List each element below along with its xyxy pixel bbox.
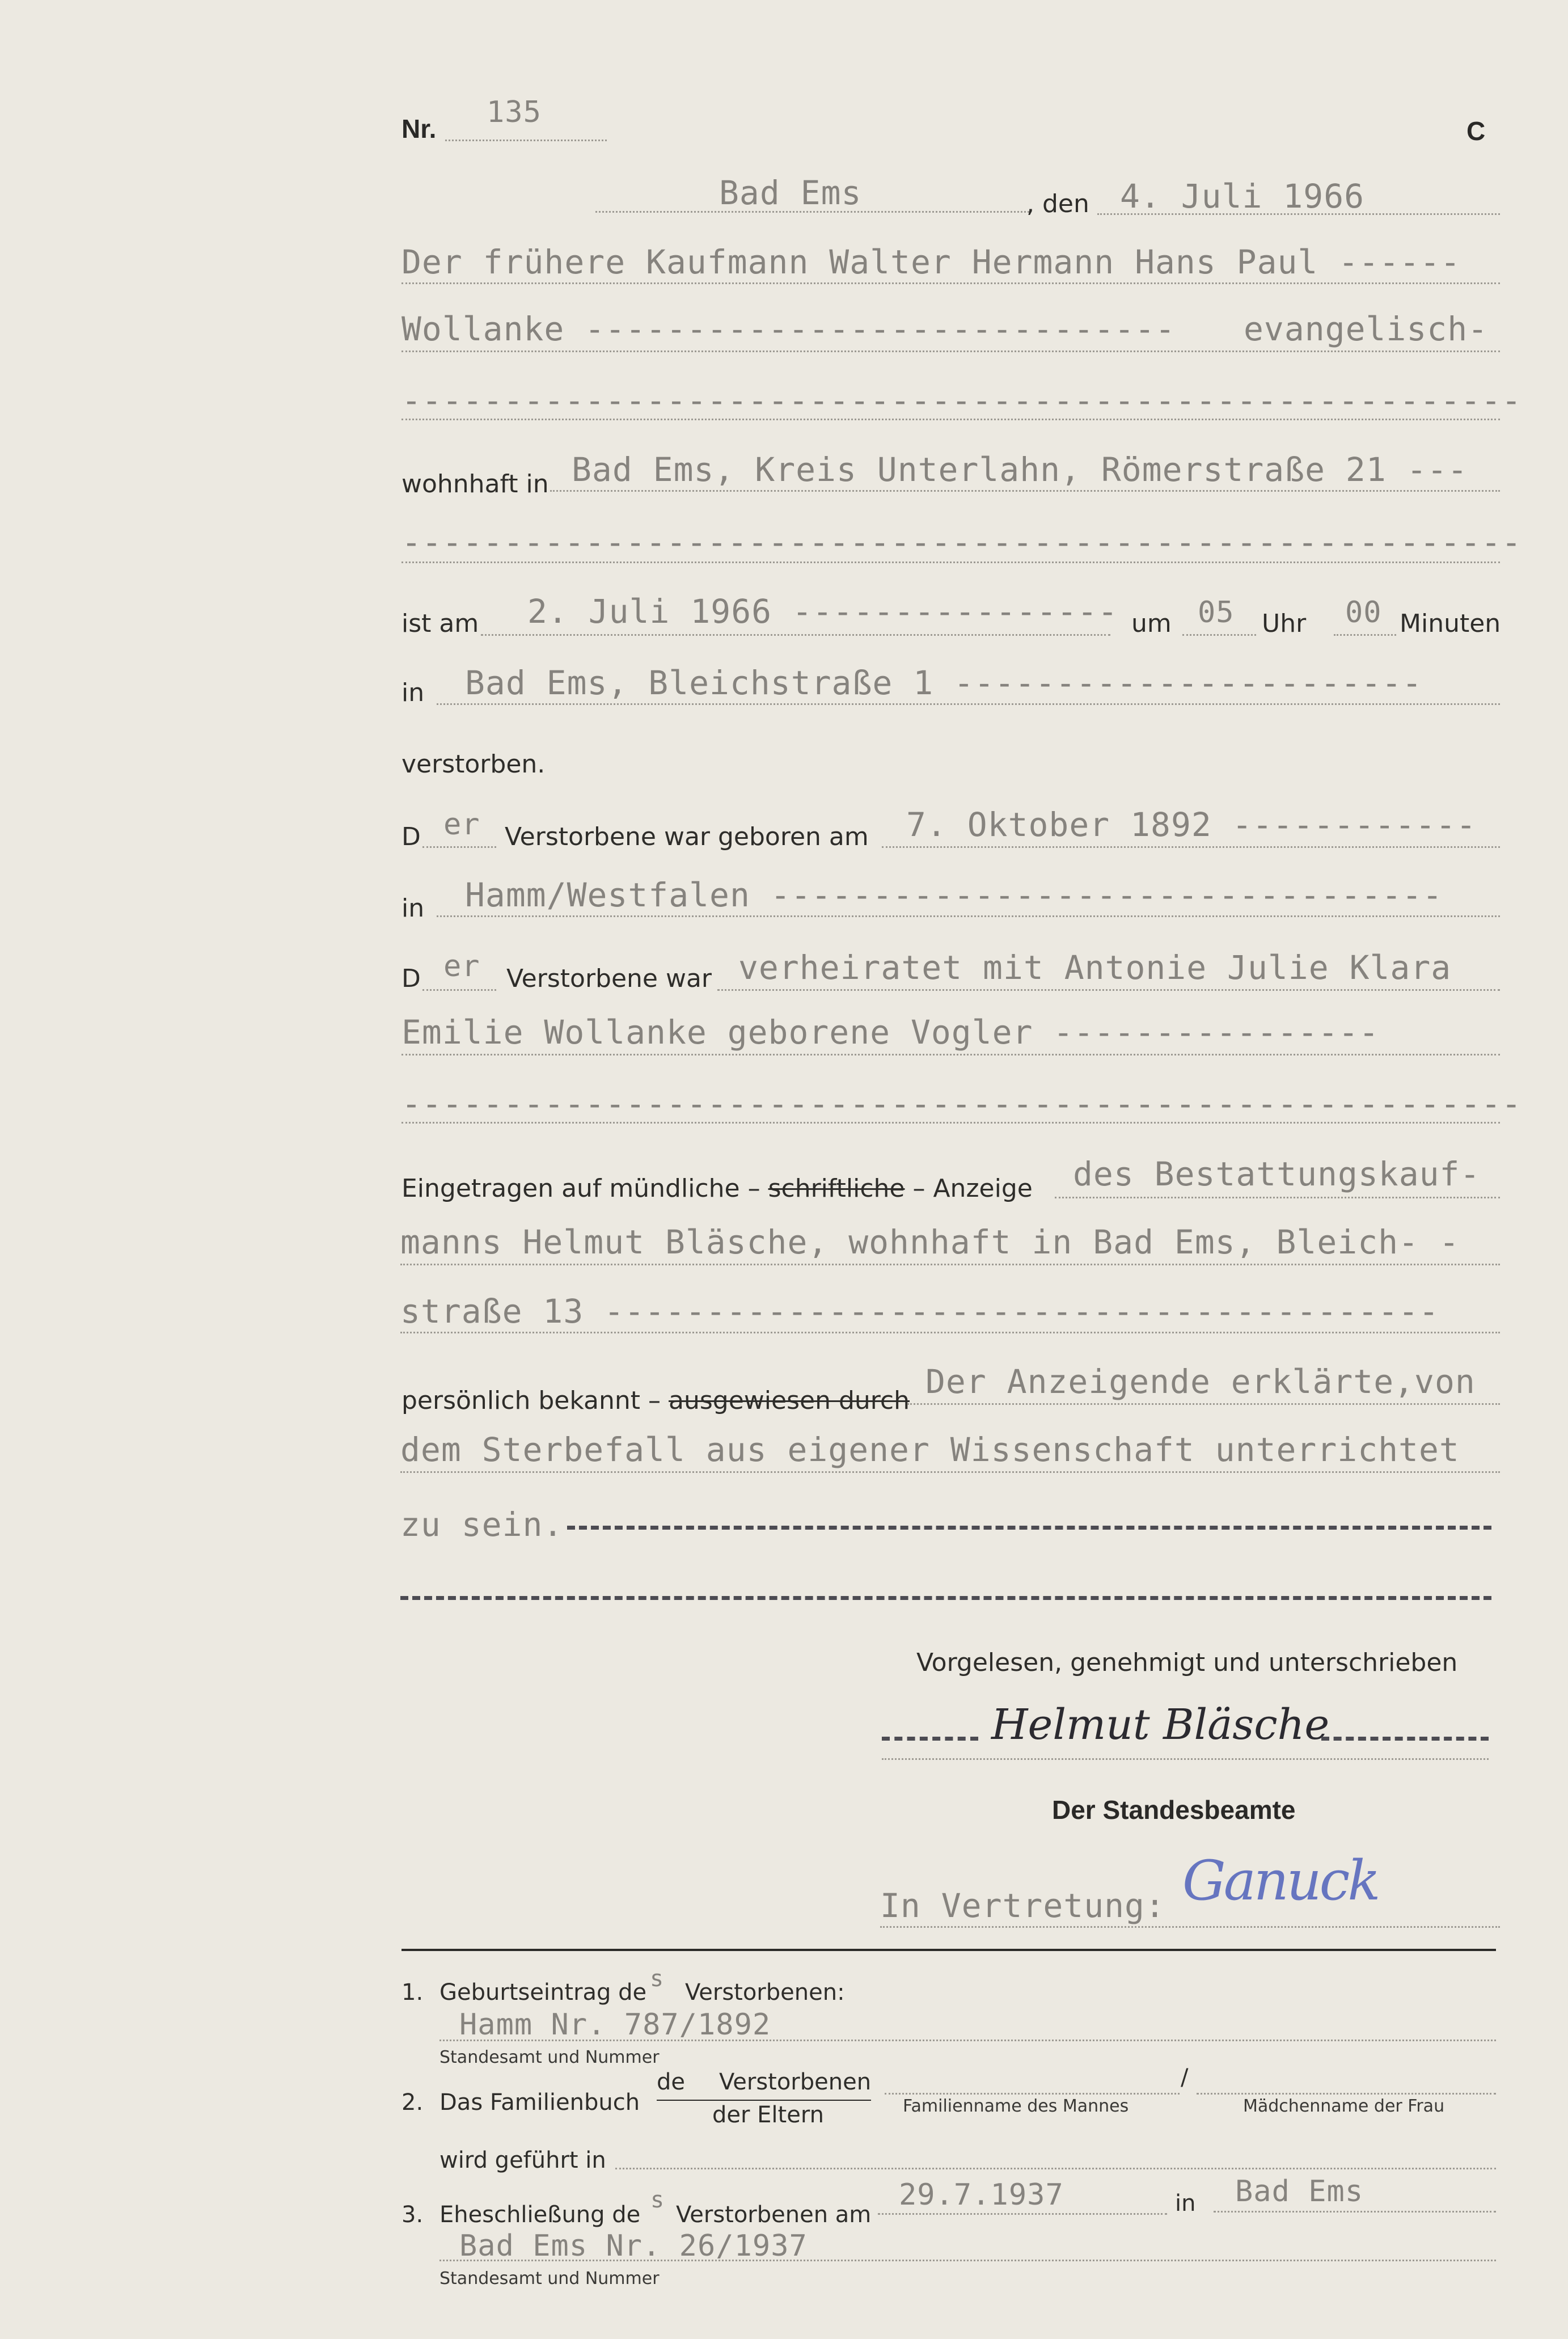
deceased-name: Wollanke ----------------------------- — [401, 310, 1176, 348]
signature-dots — [882, 1758, 1489, 1760]
death-place-dots — [437, 703, 1500, 705]
birth-date-dots — [882, 846, 1500, 848]
footnote-3-label-2: Verstorbenen am — [676, 2202, 872, 2228]
footnote-1-dots — [439, 2040, 1496, 2041]
birth-place-dots — [437, 915, 1500, 917]
marital-article-dots — [422, 989, 496, 991]
nr-label: Nr. — [401, 114, 437, 143]
footnote-1-value: Hamm Nr. 787/1892 — [459, 2008, 771, 2042]
death-hour: 05 — [1198, 596, 1235, 630]
marital-line-1: verheiratet mit Antonie Julie Klara — [738, 948, 1452, 987]
footnote-1-suffix: s — [650, 1966, 665, 1992]
footnote-2-slash: / — [1181, 2064, 1189, 2091]
identity-line-2: dem Sterbefall aus eigener Wissenschaft unterrichtet — [400, 1430, 1460, 1469]
birth-article-dots — [422, 846, 496, 848]
footnote-3-num: 3. — [401, 2202, 424, 2228]
nr-value: 135 — [487, 95, 542, 129]
death-minute: 00 — [1345, 596, 1382, 630]
death-date-label: ist am — [401, 609, 479, 638]
deceased-line-3: ------------------------------------------------------- — [401, 381, 1522, 420]
footnote-3-caption: Standesamt und Nummer — [439, 2269, 660, 2289]
death-place-label: in — [401, 678, 425, 707]
death-place: Bad Ems, Bleichstraße 1 ----------------------- — [465, 664, 1423, 702]
footnote-1-caption: Standesamt und Nummer — [439, 2047, 660, 2067]
registrar-title: Der Standesbeamte — [1052, 1795, 1296, 1825]
deceased-religion: evangelisch- — [1244, 310, 1489, 348]
read-approved-text: Vorgelesen, genehmigt und unterschrieben — [916, 1648, 1458, 1677]
deputy-label: In Vertretung: — [880, 1886, 1165, 1925]
minuten-label: Minuten — [1400, 609, 1501, 638]
deputy-dots — [880, 1926, 1500, 1928]
marital-line-3-dots — [401, 1122, 1500, 1124]
um-label: um — [1131, 609, 1172, 638]
report-line-1: des Bestattungskauf- — [1073, 1155, 1481, 1193]
report-label: Eingetragen auf mündliche – schriftliche – Anzeige — [401, 1174, 1033, 1203]
death-minute-dots — [1334, 634, 1396, 636]
report-line-3: straße 13 ----------------------------------------- — [400, 1292, 1439, 1331]
footnote-3-in-label: in — [1175, 2190, 1196, 2216]
footnote-3-value: Bad Ems Nr. 26/1937 — [459, 2229, 808, 2263]
footnote-2-kept-label: wird geführt in — [439, 2147, 606, 2173]
marital-line-3: ------------------------------------------------------- — [401, 1084, 1522, 1123]
footnote-2-kept-dots — [615, 2168, 1496, 2169]
birth-place: Hamm/Westfalen --------------------------------- — [465, 876, 1443, 914]
footnote-2-label: Das Familienbuch — [439, 2089, 640, 2116]
marital-line-2-dots — [401, 1054, 1500, 1055]
footnote-3-suffix: s — [650, 2187, 665, 2213]
identity-line-1: Der Anzeigende erklärte,von — [925, 1362, 1476, 1401]
identity-line-3-filler — [567, 1526, 1491, 1530]
signature-filler-right — [1321, 1737, 1489, 1741]
verstorben-label: verstorben. — [401, 750, 546, 779]
footnote-3-date-dots — [878, 2213, 1167, 2215]
footnote-3-place: Bad Ems — [1235, 2175, 1364, 2209]
footnote-1-label-2: Verstorbenen: — [685, 1979, 845, 2006]
footnote-2-de: de — [657, 2069, 685, 2095]
report-label-struck: schriftliche — [768, 1174, 905, 1203]
marital-d-label: D — [401, 964, 421, 993]
footnote-2-fraction-line — [657, 2100, 871, 2101]
report-line-3-dots — [400, 1332, 1500, 1333]
birth-d-label: D — [401, 822, 421, 851]
footnote-1-num: 1. — [401, 1979, 424, 2006]
identity-label-struck: ausgewiesen durch — [669, 1386, 910, 1415]
signature-filler-left — [882, 1737, 978, 1741]
report-line-2-dots — [400, 1264, 1500, 1265]
date-dotted-line — [1097, 213, 1500, 215]
marital-line-1-dots — [717, 989, 1500, 991]
identity-line-2-dots — [400, 1471, 1500, 1473]
marital-article-suffix: er — [443, 949, 480, 983]
informant-signature: Helmut Bläsche — [991, 1700, 1330, 1749]
footnote-2-wife-dots — [1197, 2093, 1496, 2095]
footnote-3-date: 29.7.1937 — [899, 2178, 1064, 2212]
identity-line-1-dots — [907, 1403, 1500, 1405]
residence-line-2-dots — [401, 561, 1500, 563]
marital-label: Verstorbene war — [506, 964, 712, 993]
residence-line-1: Bad Ems, Kreis Unterlahn, Römerstraße 21 --- — [572, 450, 1468, 489]
footnote-3-dots — [439, 2260, 1496, 2261]
residence-line-2: ------------------------------------------------------- — [401, 523, 1522, 561]
corner-letter: C — [1466, 116, 1486, 146]
deputy-signature: Ganuck — [1182, 1849, 1379, 1912]
footnote-2-husband-dots — [885, 2093, 1180, 2095]
identity-line-3: zu sein. — [400, 1505, 564, 1544]
place-dotted-line — [595, 211, 1029, 213]
deceased-line-2-dots — [401, 351, 1500, 352]
deceased-line-1-dots — [401, 282, 1500, 284]
footnote-1-label: Geburtseintrag de — [439, 1979, 647, 2006]
footnote-2-num: 2. — [401, 2089, 424, 2116]
residence-line-1-dots — [550, 490, 1500, 492]
footnote-2-caption-wife: Mädchenname der Frau — [1243, 2096, 1445, 2116]
identity-line-4-filler — [400, 1596, 1491, 1600]
birth-article-suffix: er — [443, 808, 480, 842]
footnotes-divider — [401, 1949, 1496, 1951]
deceased-line-1: Der frühere Kaufmann Walter Hermann Hans Paul ------ — [401, 243, 1461, 281]
footnote-2-bottom: der Eltern — [712, 2102, 824, 2128]
nr-dotted-line — [445, 140, 607, 141]
marital-line-2: Emilie Wollanke geborene Vogler ---------------- — [401, 1013, 1380, 1052]
uhr-label: Uhr — [1262, 609, 1307, 638]
footnote-3-place-dots — [1214, 2211, 1496, 2213]
death-date-dots — [481, 634, 1110, 636]
death-date: 2. Juli 1966 ---------------- — [527, 592, 1118, 631]
birth-label: Verstorbene war geboren am — [505, 822, 869, 851]
document-date: 4. Juli 1966 — [1120, 177, 1365, 216]
den-label: , den — [1026, 189, 1089, 218]
death-hour-dots — [1182, 634, 1256, 636]
footnote-2-top: Verstorbenen — [719, 2069, 872, 2095]
residence-label: wohnhaft in — [401, 470, 549, 499]
footnote-2-caption-husband: Familienname des Mannes — [903, 2096, 1129, 2116]
place-value: Bad Ems — [719, 174, 862, 212]
deceased-line-3-dots — [401, 419, 1500, 420]
birth-date: 7. Oktober 1892 ------------ — [906, 805, 1477, 844]
footnote-3-label: Eheschließung de — [439, 2202, 641, 2228]
report-line-1-dots — [1055, 1197, 1500, 1198]
birth-place-label: in — [401, 894, 425, 923]
report-line-2: manns Helmut Bläsche, wohnhaft in Bad Ems, Bleich- - — [400, 1223, 1460, 1261]
identity-label: persönlich bekannt – ausgewiesen durch — [401, 1386, 910, 1415]
